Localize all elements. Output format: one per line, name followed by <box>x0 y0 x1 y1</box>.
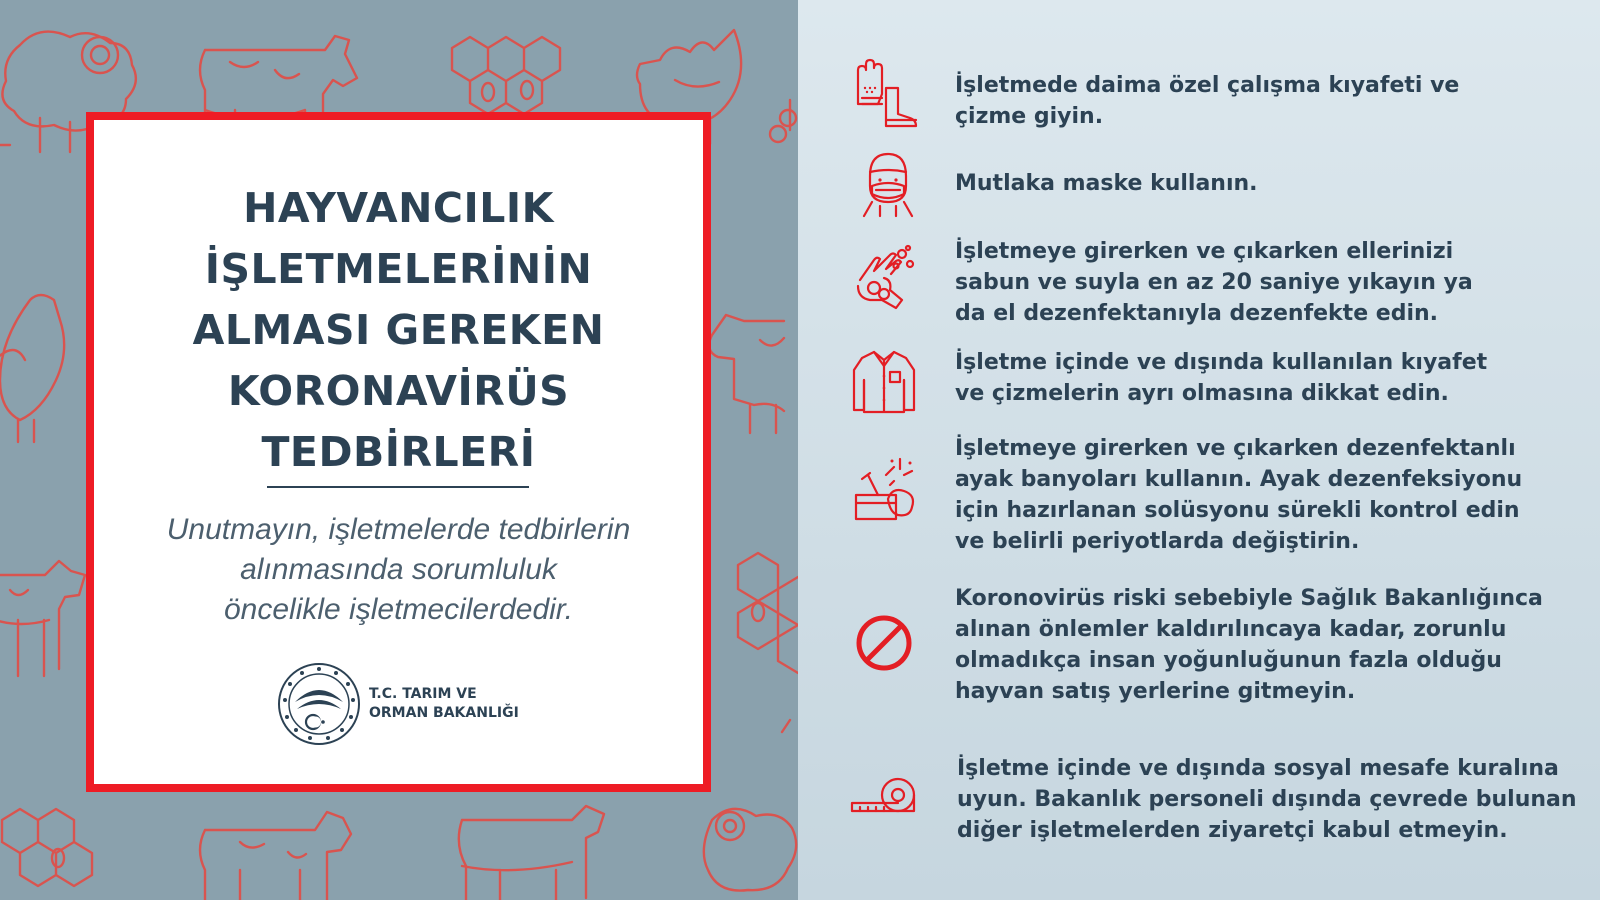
measure-text <box>955 236 1585 329</box>
measure-text <box>955 70 1585 132</box>
tape-measure-icon <box>848 761 920 833</box>
measure-text <box>957 753 1587 846</box>
measure-line: İşletmeye girerken ve çıkarken dezenfektanlı <box>955 436 1516 461</box>
measure-text <box>955 433 1585 557</box>
measure-line: olmadıkça insan yoğunluğunun fazla olduğu <box>955 648 1502 673</box>
ministry-emblem-icon <box>277 662 361 746</box>
honeycomb-bee-icon <box>452 37 560 114</box>
info-card <box>86 112 711 792</box>
note-line: Unutmayın, işletmelerde tedbirlerin <box>166 513 631 546</box>
measure-text <box>955 168 1585 199</box>
title-line: TEDBİRLERİ <box>261 428 536 476</box>
measure-line: uyun. Bakanlık personeli dışında çevrede bulunan <box>957 787 1577 812</box>
ram-icon <box>704 809 796 891</box>
gloves-boots-icon <box>848 58 920 130</box>
ministry-name-line: T.C. TARIM VE <box>369 686 477 702</box>
measure-line: İşletmede daima özel çalışma kıyafeti ve <box>955 73 1460 98</box>
note-line: alınmasında sorumluluk <box>240 553 557 586</box>
measure-line: İşletme içinde ve dışında kullanılan kıyafet <box>955 350 1488 375</box>
measure-line: İşletmeye girerken ve çıkarken ellerinizi <box>955 239 1454 264</box>
measures-panel <box>798 0 1600 900</box>
ministry-name <box>369 685 519 723</box>
title-line: ALMASI GEREKEN <box>192 306 605 354</box>
measure-line: diğer işletmelerden ziyaretçi kabul etmeyin. <box>957 818 1508 843</box>
left-panel <box>0 0 798 900</box>
measure-line: ayak banyoları kullanın. Ayak dezenfeksiyonu <box>955 467 1523 492</box>
title-divider <box>267 486 529 488</box>
measure-line: çizme giyin. <box>955 104 1104 129</box>
cow-icon <box>200 812 351 900</box>
measure-line: İşletme içinde ve dışında sosyal mesafe kuralına <box>957 756 1559 781</box>
title-line: HAYVANCILIK <box>243 184 554 232</box>
measure-line: Koronovirüs riski sebebiyle Sağlık Bakanlığınca <box>955 586 1543 611</box>
rooster-icon <box>0 295 64 442</box>
honeycomb-bee-icon <box>738 553 798 673</box>
title-line: KORONAVİRÜS <box>227 367 570 415</box>
measure-line: alınan önlemler kaldırılıncaya kadar, zorunlu <box>955 617 1507 642</box>
measure-line: ve belirli periyotlarda değiştirin. <box>955 529 1360 554</box>
foot-bath-icon <box>848 455 920 527</box>
measure-line: sabun ve suyla en az 20 saniye yıkayın ya <box>955 270 1473 295</box>
ministry-name-line: ORMAN BAKANLIĞI <box>369 705 519 721</box>
face-mask-icon <box>848 146 920 218</box>
cow-icon <box>709 315 784 433</box>
ministry-logo <box>277 662 537 746</box>
measure-line: Mutlaka maske kullanın. <box>955 171 1258 196</box>
measure-line: ve çizmelerin ayrı olmasına dikkat edin. <box>955 381 1449 406</box>
honeycomb-bee-icon <box>2 809 92 886</box>
hand-washing-icon <box>848 240 920 312</box>
cow-icon <box>459 806 604 900</box>
measure-line: için hazırlanan solüsyonu sürekli kontrol edin <box>955 498 1520 523</box>
measure-text <box>955 583 1585 707</box>
calf-icon <box>0 561 85 676</box>
measure-line: da el dezenfektanıyla dezenfekte edin. <box>955 301 1439 326</box>
page-title <box>94 178 703 483</box>
work-shirt-icon <box>848 346 920 418</box>
prohibited-icon <box>848 607 920 679</box>
measure-text <box>955 347 1585 409</box>
title-line: İŞLETMELERİNİN <box>204 245 593 293</box>
note-line: öncelikle işletmecilerdedir. <box>223 593 574 626</box>
responsibility-note <box>94 510 703 630</box>
measure-line: hayvan satış yerlerine gitmeyin. <box>955 679 1356 704</box>
